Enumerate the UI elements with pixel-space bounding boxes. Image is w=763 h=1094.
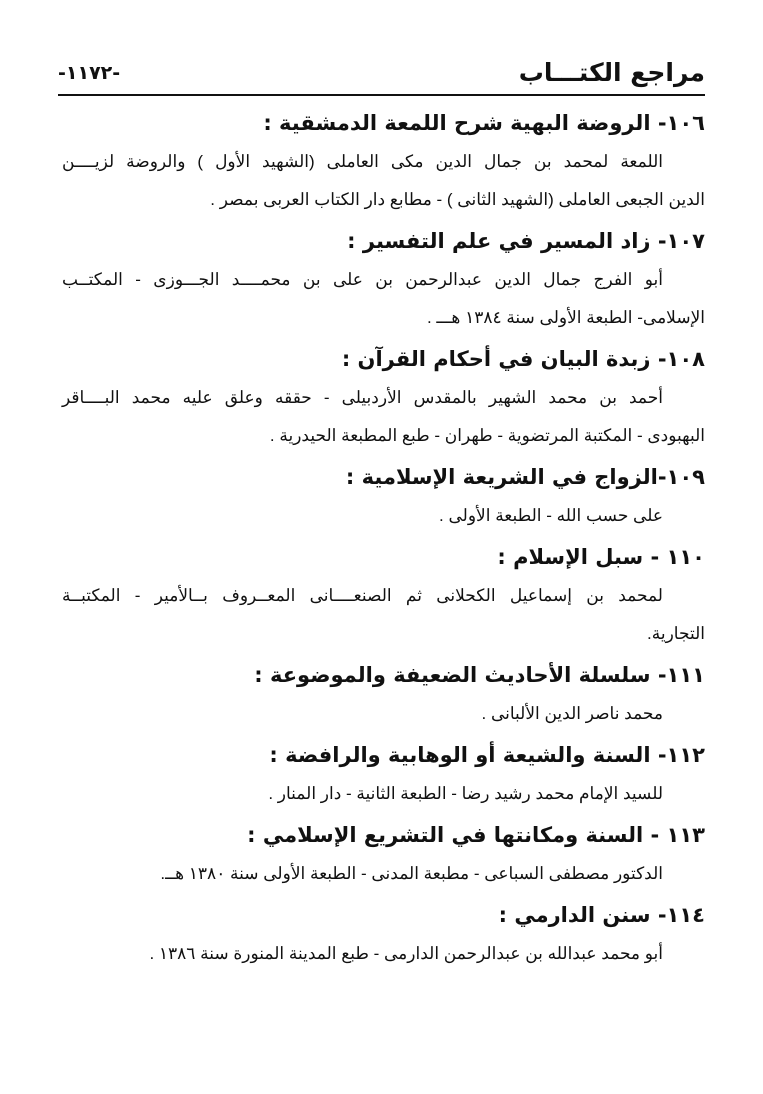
reference-body (62, 856, 705, 894)
reference-title: ١١٤- سنن الدارمي : (498, 903, 705, 927)
reference-title: ١٠٩-الزواج في الشريعة الإسلامية : (345, 465, 705, 489)
reference-title: ١١٠ - سبل الإسلام : (497, 545, 705, 569)
reference-line: اللمعة لمحمد بن جمال الدين مكى العاملى (الشهيد الأول ) والروضة لزيــــن (62, 152, 663, 171)
reference-entry (62, 816, 705, 894)
reference-entry (62, 458, 705, 536)
reference-entry (62, 340, 705, 456)
reference-body (62, 380, 705, 456)
reference-title: ١٠٦- الروضة البهية شرح اللمعة الدمشقية : (263, 111, 705, 135)
page-number: -١١٧٢- (58, 62, 121, 84)
reference-body (62, 696, 705, 734)
reference-title: ١١٢- السنة والشيعة أو الوهابية والرافضة : (269, 743, 705, 767)
reference-title: ١١٣ - السنة ومكانتها في التشريع الإسلامي : (247, 823, 705, 847)
reference-title: ١٠٨- زبدة البيان في أحكام القرآن : (341, 347, 705, 371)
page-title: مراجع الكتـــاب (518, 58, 705, 87)
reference-line: على حسب الله - الطبعة الأولى . (439, 506, 663, 525)
reference-body (62, 578, 705, 654)
reference-entry (62, 538, 705, 654)
reference-line: أبو محمد عبدالله بن عبدالرحمن الدارمى - طبع المدينة المنورة سنة ١٣٨٦ . (149, 944, 663, 963)
reference-line: الإسلامى- الطبعة الأولى سنة ١٣٨٤ هـــ . (426, 308, 705, 327)
reference-line: أبو الفرج جمال الدين عبدالرحمن بن على بن محمــــد الجـــوزى - المكتــب (62, 270, 663, 289)
reference-body (62, 776, 705, 814)
reference-line: الدين الجبعى العاملى (الشهيد الثانى ) - مطابع دار الكتاب العربى بمصر . (210, 190, 705, 209)
page-header (58, 56, 705, 96)
reference-line: للسيد الإمام محمد رشيد رضا - الطبعة الثانية - دار المنار . (268, 784, 663, 803)
reference-line: محمد ناصر الدين الألبانى . (481, 704, 663, 723)
reference-title: ١٠٧- زاد المسير في علم التفسير : (347, 229, 705, 253)
reference-entry (62, 736, 705, 814)
reference-entry (62, 222, 705, 338)
reference-entry (62, 656, 705, 734)
reference-line: الدكتور مصطفى السباعى - مطبعة المدنى - الطبعة الأولى سنة ١٣٨٠ هــ. (160, 864, 663, 883)
reference-body (62, 498, 705, 536)
reference-title: ١١١- سلسلة الأحاديث الضعيفة والموضوعة : (254, 663, 705, 687)
references-list (62, 104, 705, 976)
reference-line: أحمد بن محمد الشهير بالمقدس الأردبيلى - حققه وعلق عليه محمد البــــاقر (62, 388, 663, 407)
reference-line: البهبودى - المكتبة المرتضوية - طهران - طبع المطبعة الحيدرية . (269, 426, 705, 445)
reference-entry (62, 896, 705, 974)
reference-entry (62, 104, 705, 220)
reference-line: لمحمد بن إسماعيل الكحلانى ثم الصنعــــانى المعــروف بــالأمير - المكتبــة (62, 586, 663, 605)
reference-line: التجارية. (647, 624, 705, 643)
reference-body (62, 144, 705, 220)
reference-body (62, 262, 705, 338)
reference-body (62, 936, 705, 974)
